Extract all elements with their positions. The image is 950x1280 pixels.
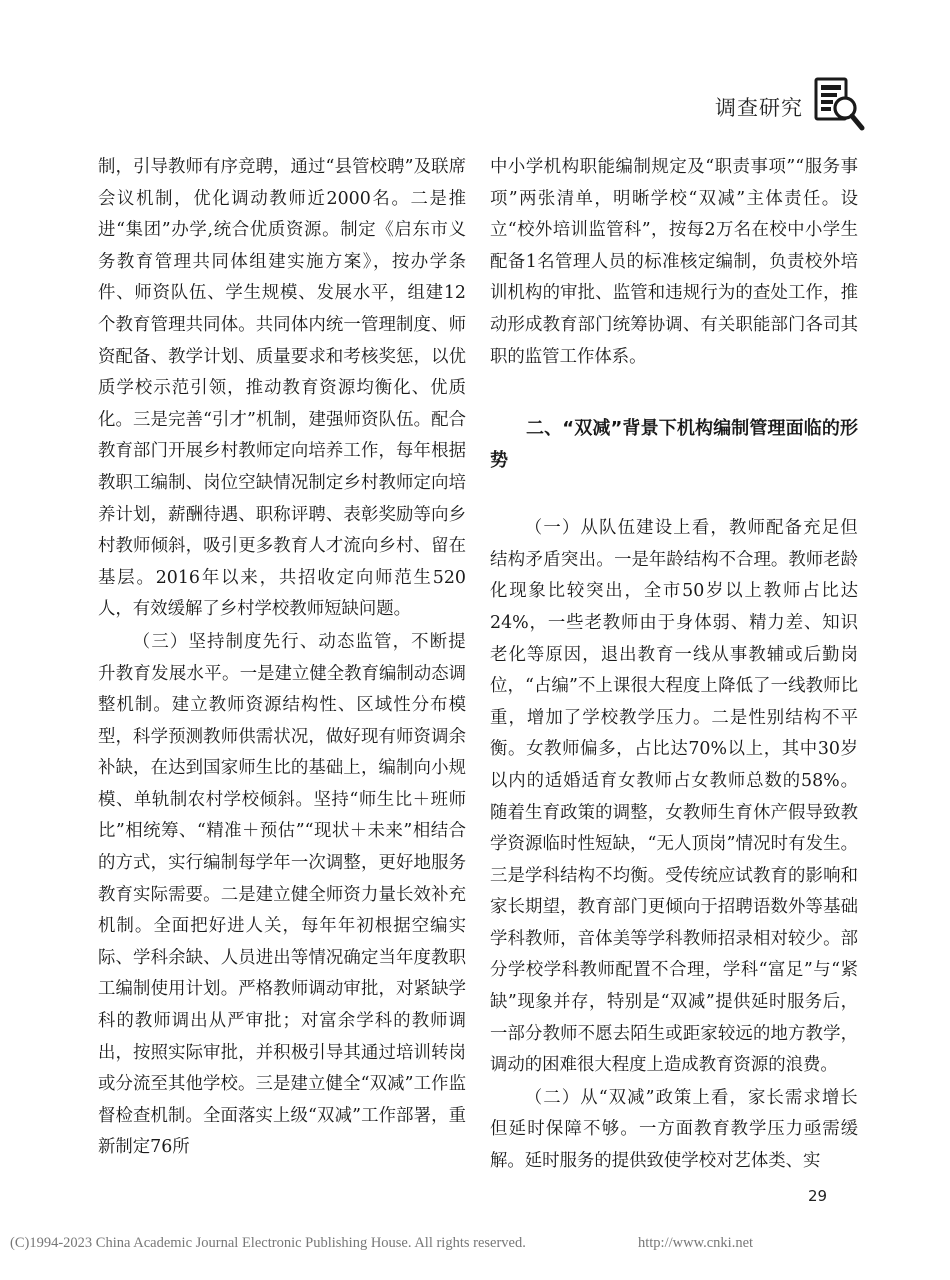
document-magnifier-icon bbox=[812, 76, 866, 132]
body-paragraph bbox=[490, 1083, 858, 1178]
body-paragraph bbox=[490, 513, 858, 1082]
body-paragraph: 中小学机构职能编制规定及“职责事项”“服务事项”两张清单，明晰学校“双减”主体责任。设立“校外培训监管科”，按每2万名在校中小学生配备1名管理人员的标准核定编制，负责校外培训机构的审批、监管和违规行为的查处工作，推动形成教育部门统筹协调、有关职能部门各司其职的监管工作体系。 bbox=[490, 157, 858, 367]
subheading-lead: （二）从“双减”政策上看，家长需求增长但延时保障不够。 bbox=[490, 1087, 858, 1140]
subheading-lead: （三）坚持制度先行、动态监管，不断提升教育发展水平。 bbox=[98, 631, 466, 684]
body-paragraph: 制，引导教师有序竞聘，通过“县管校聘”及联席会议机制，优化调动教师近2000名。二是推进“集团”办学,统合优质资源。制定《启东市义务教育管理共同体组建实施方案》，按办学条件、师资队伍、学生规模、发展水平，组建12个教育管理共同体。共同体内统一管理制度、师资配备、教学计划、质量要求和考核奖惩，以优质学校示范引领，推动教育资源均衡化、优质化。三是完善“引才”机制，建强师资队伍。配合教育部门开展乡村教师定向培养工作，每年根据教职工编制、岗位空缺情况制定乡村教师定向培养计划，薪酬待遇、职称评聘、表彰奖励等向乡村教师倾斜，吸引更多教育人才流向乡村、留在基层。2016年以来，共招收定向师范生520人，有效缓解了乡村学校教师短缺问题。 bbox=[98, 157, 466, 620]
body-paragraph bbox=[98, 627, 466, 1164]
section-label: 调查研究 bbox=[715, 96, 803, 120]
paragraph-body: 一是建立健全教育编制动态调整机制。建立教师资源结构性、区域性分布模型，科学预测教师供需状况，做好现有师资调余补缺，在达到国家师生比的基础上，编制向小规模、单轨制农村学校倾斜。坚持“师生比＋班师比”相统筹、“精准＋预估”“现状＋未来”相结合的方式，实行编制每学年一次调整，更好地服务教育实际需要。二是建立健全师资力量长效补充机制。全面把好进人关，每年年初根据空编实际、学科余缺、人员进出等情况确定当年度教职工编制使用计划。严格教师调动审批，对紧缺学科的教师调出从严审批；对富余学科的教师调出，按照实际审批，并积极引导其通过培训转岗或分流至其他学校。三是建立健全“双减”工作监督检查机制。全面落实上级“双减”工作部署，重新制定76所 bbox=[98, 663, 466, 1158]
paragraph-body: 一方面教育教学压力亟需缓解。延时服务的提供致使学校对艺体类、实 bbox=[490, 1119, 858, 1172]
paragraph-body: 一是年龄结构不合理。教师老龄化现象比较突出，全市50岁以上教师占比达24%，一些老教师由于身体弱、精力差、知识老化等原因，退出教育一线从事教辅或后勤岗位，“占编”不上课很大程度上降低了一线教师比重，增加了学校教学压力。二是性别结构不平衡。女教师偏多，占比达70%以上，其中30岁以内的适婚适育女教师占女教师总数的58%。随着生育政策的调整，女教师生育休产假导致教学资源临时性短缺，“无人顶岗”情况时有发生。三是学科结构不均衡。受传统应试教育的影响和家长期望，教育部门更倾向于招聘语数外等基础学科教师，音体美等学科教师招录相对较少。部分学校学科教师配置不合理，学科“富足”与“紧缺”现象并存，特别是“双减”提供延时服务后，一部分教师不愿去陌生或距家较远的地方教学，调动的困难很大程度上造成教育资源的浪费。 bbox=[490, 549, 858, 1076]
right-column bbox=[490, 152, 858, 1178]
subheading-lead: （一）从队伍建设上看，教师配备充足但结构矛盾突出。 bbox=[490, 518, 858, 570]
page-number: 29 bbox=[808, 1187, 828, 1205]
copyright-notice: (C)1994-2023 China Academic Journal Electronic Publishing House. All rights reserved. bbox=[10, 1235, 526, 1251]
left-column bbox=[98, 152, 466, 1164]
footer-link[interactable]: http://www.cnki.net bbox=[638, 1235, 754, 1251]
section-heading: 二、“双减”背景下机构编制管理面临的形势 bbox=[490, 418, 858, 472]
